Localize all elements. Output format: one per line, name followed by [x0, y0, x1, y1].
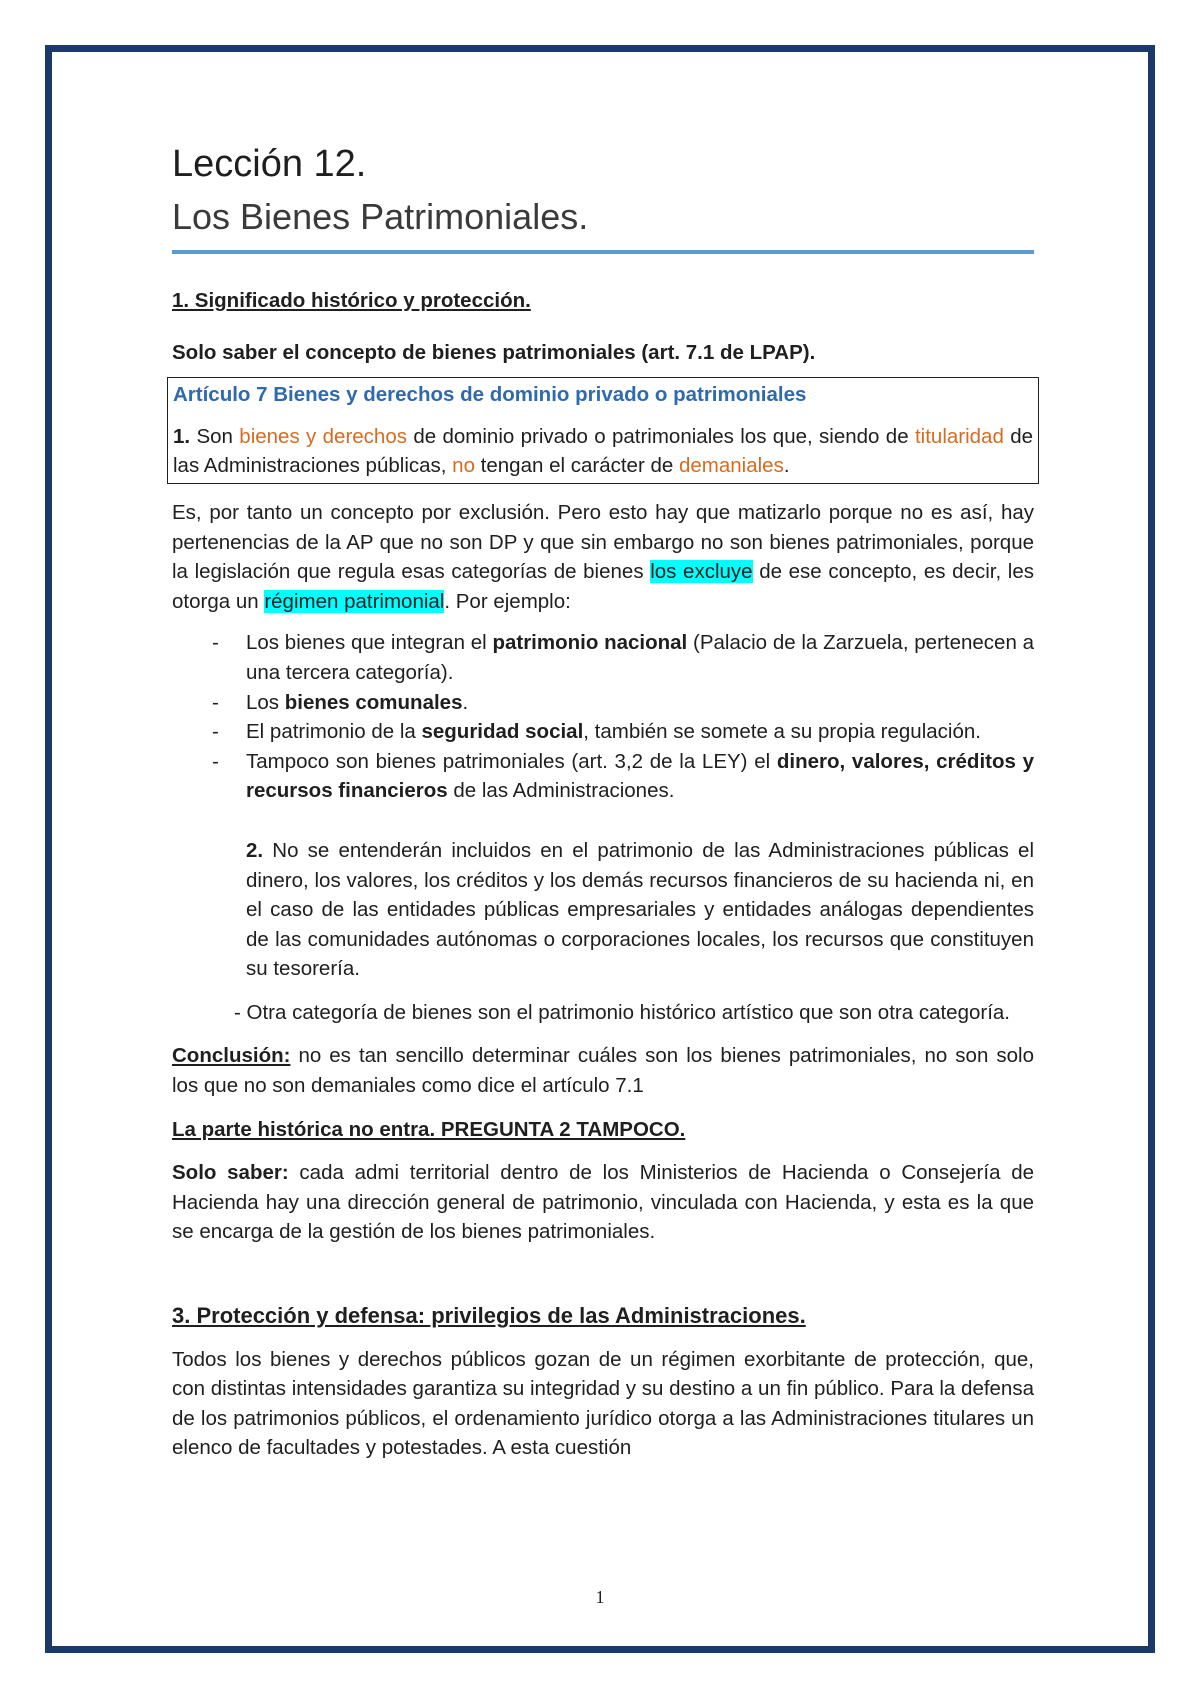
article-text-part: tengan el carácter de — [474, 454, 679, 478]
list-dash: - — [212, 749, 219, 773]
highlight-bienes-derechos: bienes y derechos — [239, 424, 407, 448]
paragraph-text: de ese concepto, es decir, les otorga un — [172, 560, 1034, 613]
list-text: Tampoco son bienes patrimoniales (art. 3,2 de la LEY) el — [246, 749, 777, 773]
list-dash: - — [212, 720, 219, 744]
list-dash: - — [212, 690, 219, 714]
extra-dash: - — [234, 1000, 241, 1024]
paragraph-text: . Por ejemplo: — [444, 589, 571, 613]
list-bold: bienes comunales — [284, 690, 463, 714]
history-note: La parte histórica no entra. PREGUNTA 2 TAMPOCO. — [172, 1117, 686, 1141]
section-3-paragraph: Todos los bienes y derechos públicos gozan de un régimen exorbitante de protección, que, con distintas intensidades garantiza su integridad y su destino a un fin público. Para la defensa de los patrimonios públicos, el ordenamiento jurídico otorga a las Administraciones titulares un elenco de facultades y potestades. A esta cuestión — [172, 1347, 1034, 1460]
article-7-box — [167, 377, 1039, 484]
solo-saber-text: cada admi territorial dentro de los Ministerios de Hacienda o Consejería de Hacienda hay una dirección general de patrimonio, vinculada con Hacienda, y esta es la que se encarga de la gestión de los bienes patrimoniales. — [172, 1161, 1035, 1244]
list-item — [172, 688, 1034, 718]
list-text: El patrimonio de la — [246, 720, 422, 744]
title-underline — [172, 250, 1034, 254]
article-text-part: de dominio privado o patrimoniales los que, siendo de — [407, 424, 915, 448]
list-bold: seguridad social — [421, 720, 584, 744]
conclusion-text: no es tan sencillo determinar cuáles son los bienes patrimoniales, no son solo los que no son demaniales como dice el artículo 7.1 — [172, 1044, 1034, 1098]
paragraph-text: Es, por tanto un concepto por exclusión. Pero esto hay que matizarlo porque no es así, hay pertenencias de la AP que no son DP y que sin embargo no son bienes patrimoniales, porque la legislación que regula esas categorías de bienes — [172, 500, 1034, 584]
highlight-titularidad: titularidad — [914, 424, 1004, 448]
extra-category — [172, 998, 1034, 1028]
extra-text: Otra categoría de bienes son el patrimonio histórico artístico que son otra categoría. — [240, 1000, 1010, 1024]
article-7-number: 1. — [173, 424, 191, 448]
conclusion-paragraph — [172, 1041, 1034, 1100]
article-text-part: de las Administraciones públicas, — [173, 424, 1034, 478]
quote-number: 2. — [246, 838, 264, 862]
highlight-no: no — [452, 454, 475, 478]
conclusion-label: Conclusión: — [172, 1044, 291, 1068]
list-item — [172, 628, 1034, 687]
highlight-demaniales: demaniales — [678, 454, 784, 478]
list-item — [172, 717, 1034, 747]
quote-text: No se entenderán incluidos en el patrimonio de las Administraciones públicas el dinero, los valores, los créditos y los demás recursos financieros de su hacienda ni, en el caso de las entidades públicas empresariales y entidades análogas dependientes de las comunidades autónomas o corporaciones locales, los recursos que constituyen su tesorería. — [246, 838, 1034, 981]
article-text-part: . — [783, 454, 790, 478]
section-1-heading: 1. Significado histórico y protección. — [172, 289, 531, 312]
article-7-title: Artículo 7 Bienes y derechos de dominio privado o patrimoniales — [173, 383, 807, 407]
article-7-text — [173, 422, 1033, 481]
list-text: Los bienes que integran el — [246, 631, 493, 655]
lesson-subtitle: Los Bienes Patrimoniales. — [172, 196, 589, 237]
article-text-part: Son — [190, 424, 240, 448]
study-note: Solo saber el concepto de bienes patrimoniales (art. 7.1 de LPAP). — [172, 340, 816, 364]
list-text: (Palacio de la Zarzuela, pertenecen a una tercera categoría). — [246, 631, 1034, 684]
solo-saber-label: Solo saber: — [172, 1161, 289, 1185]
page-number: 1 — [595, 1587, 605, 1607]
list-text: Los — [246, 690, 285, 714]
list-text: . — [462, 690, 469, 714]
list-text: de las Administraciones. — [447, 779, 675, 803]
examples-list — [172, 628, 1034, 806]
list-text: , también se somete a su propia regulación. — [583, 720, 981, 744]
highlight-los-excluye: los excluye — [650, 560, 753, 584]
list-bold: patrimonio nacional — [492, 631, 688, 655]
lesson-title: Lección 12. — [172, 143, 367, 185]
list-dash: - — [212, 631, 219, 655]
list-bold: dinero, valores, créditos y recursos financieros — [246, 749, 1034, 803]
highlight-regimen-patrimonial: régimen patrimonial — [264, 589, 445, 613]
list-item — [172, 747, 1034, 806]
document-body — [172, 140, 1034, 1463]
solo-saber-paragraph — [172, 1158, 1034, 1247]
exclusion-paragraph — [172, 498, 1034, 616]
section-3-heading: 3. Protección y defensa: privilegios de las Administraciones. — [172, 1303, 806, 1329]
law-quote — [172, 836, 1034, 984]
